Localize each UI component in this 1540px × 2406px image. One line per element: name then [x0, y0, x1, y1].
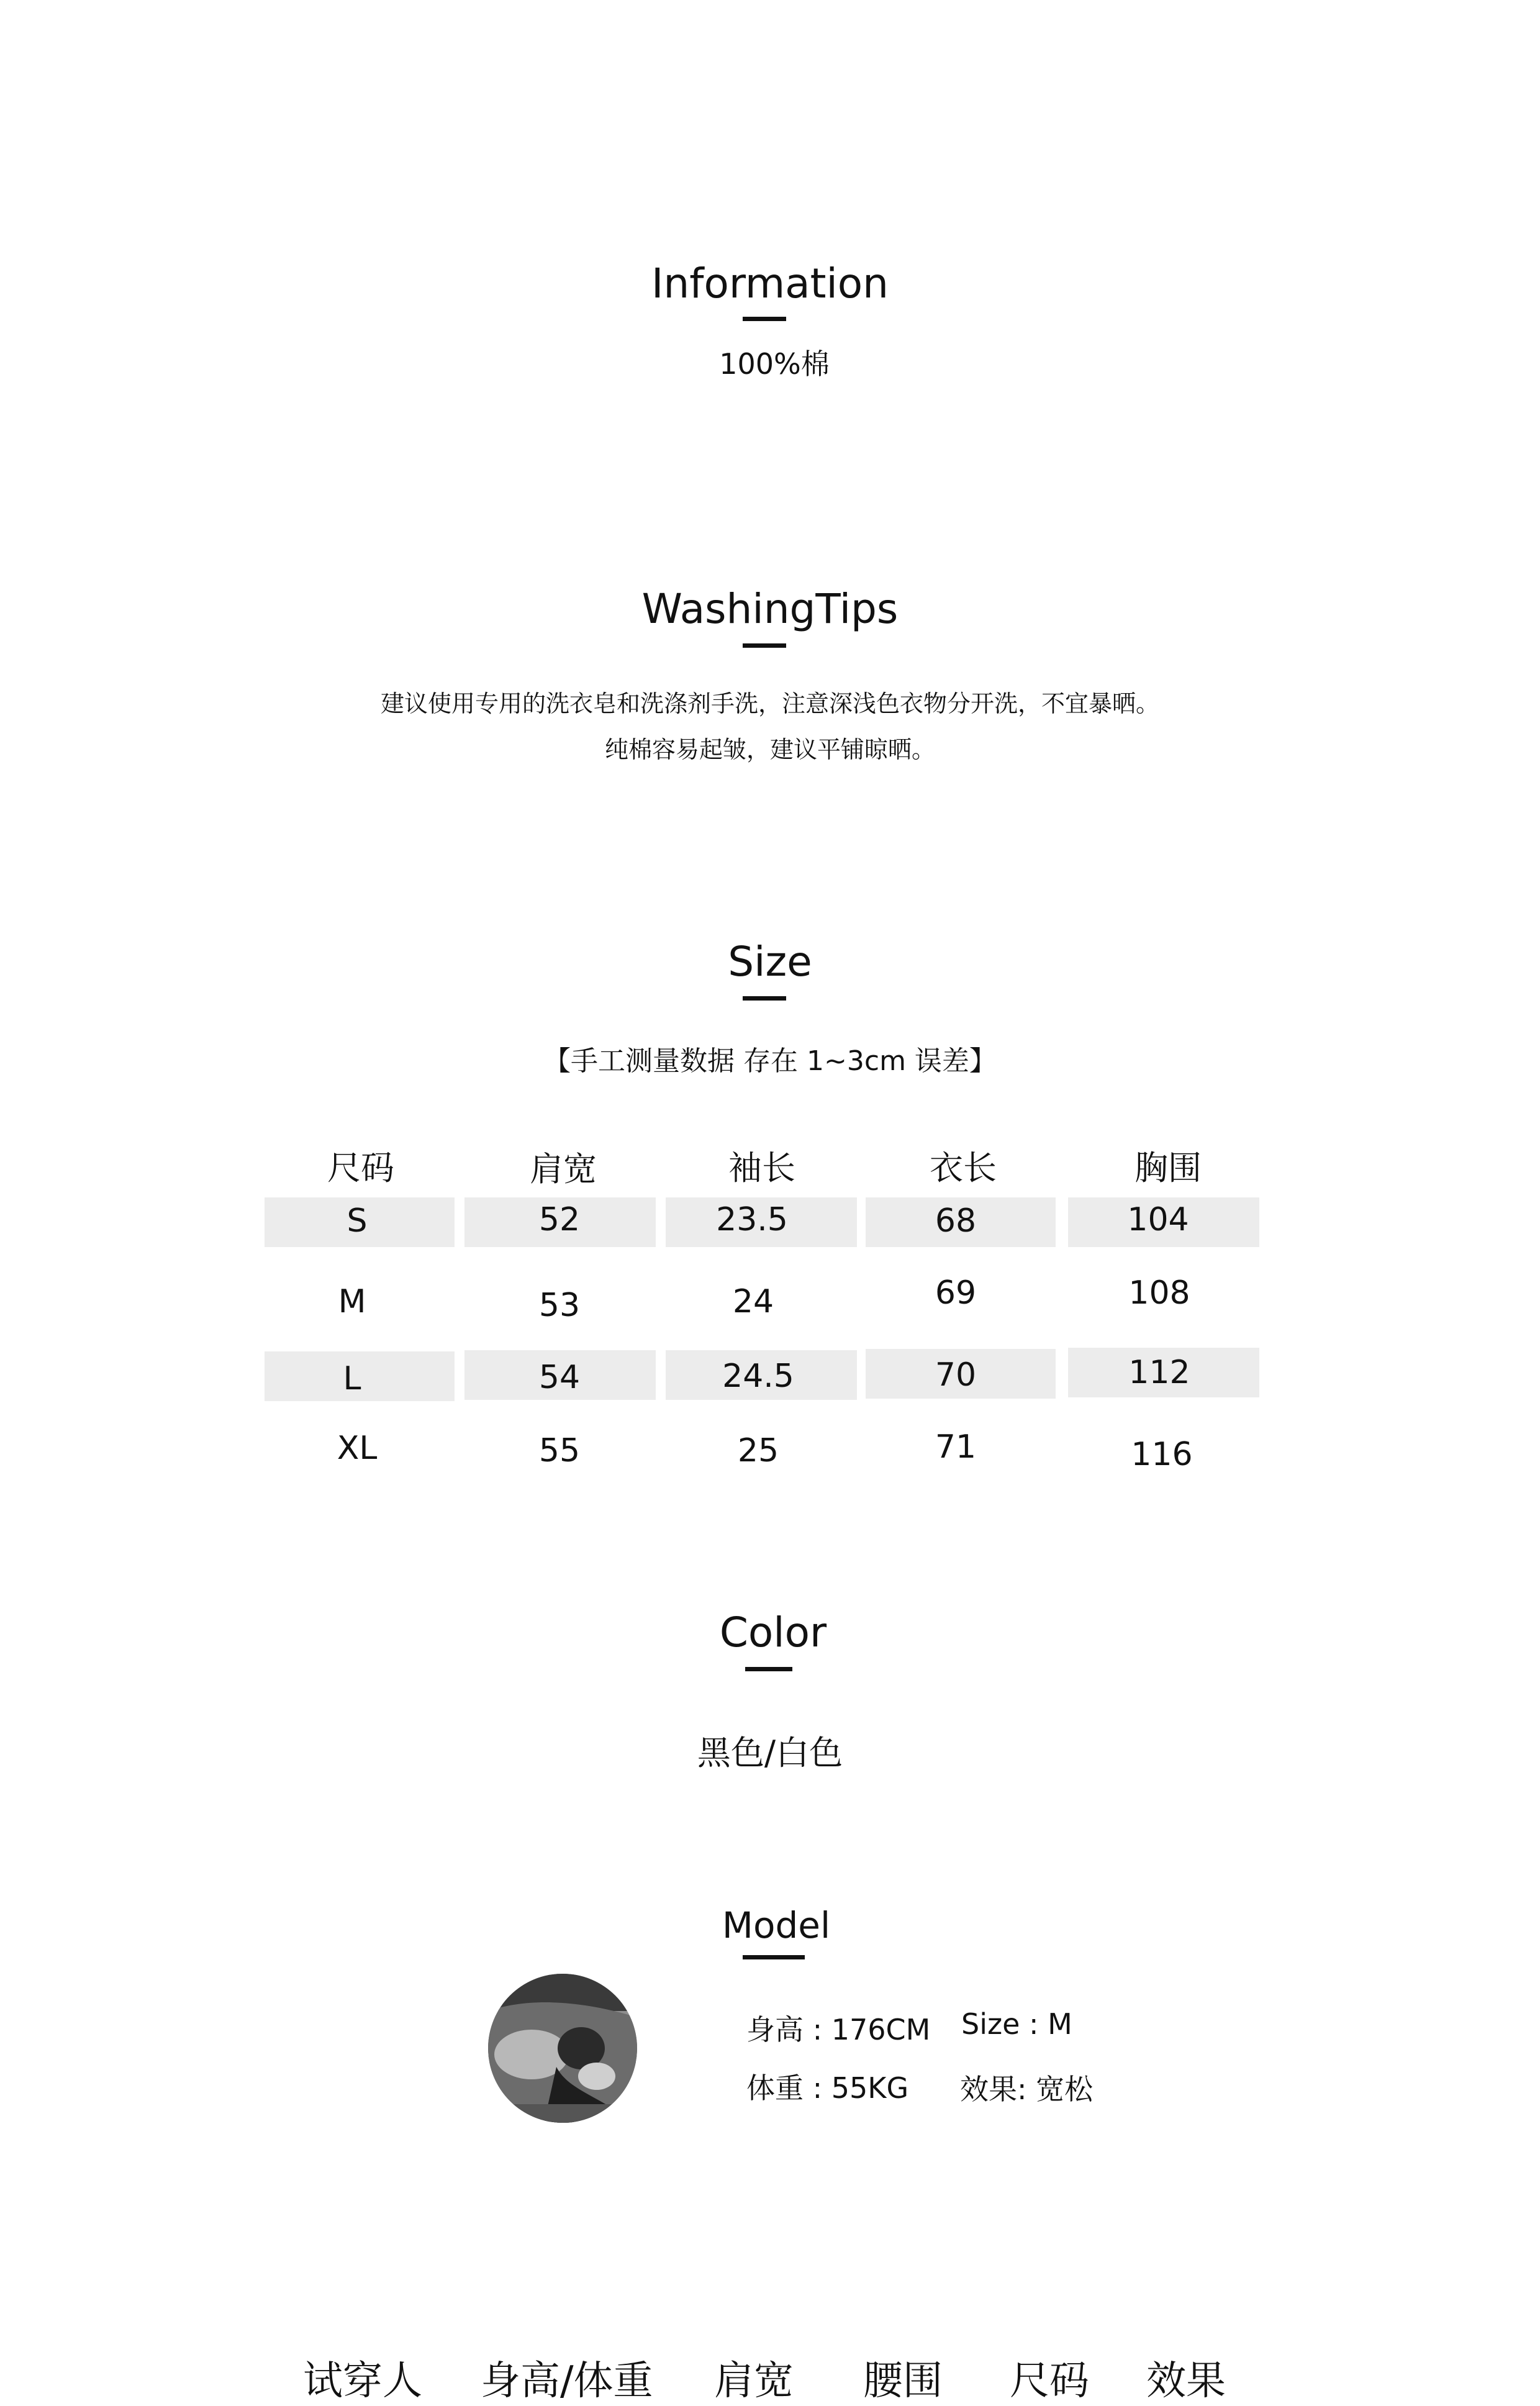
table-cell: 25 — [737, 1432, 779, 1469]
cut-off-label: 身高/体重 — [481, 2358, 653, 2404]
model-weight: 体重 : 55KG — [746, 2071, 909, 2105]
table-cell: 108 — [1128, 1274, 1190, 1312]
table-cell: 55 — [538, 1432, 581, 1469]
model-height: 身高 : 176CM — [746, 2013, 931, 2046]
cut-off-label: 效果 — [1146, 2358, 1226, 2404]
table-cell: 68 — [935, 1202, 977, 1240]
color-heading: Color — [719, 1609, 827, 1656]
header-size: 尺码 — [327, 1148, 394, 1187]
table-cell: M — [338, 1283, 366, 1320]
model-size: Size : M — [961, 2007, 1072, 2041]
washing-heading: WashingTips — [641, 585, 899, 633]
table-cell: XL — [337, 1430, 378, 1467]
model-rule — [743, 1955, 805, 1959]
size-heading: Size — [728, 938, 812, 986]
table-cell: 116 — [1131, 1436, 1193, 1473]
table-cell: 71 — [935, 1428, 977, 1466]
washing-line-1: 建议使用专用的洗衣皂和洗涤剂手洗，注意深浅色衣物分开洗，不宜暴晒。 — [380, 690, 1159, 717]
cut-off-label: 尺码 — [1010, 2358, 1089, 2404]
table-cell: S — [346, 1202, 368, 1240]
information-heading: Information — [651, 260, 889, 307]
table-cell: 24.5 — [722, 1358, 794, 1395]
table-cell: 70 — [935, 1356, 977, 1394]
model-avatar — [488, 1974, 637, 2123]
table-cell: 24 — [732, 1283, 774, 1320]
table-cell: 104 — [1127, 1201, 1189, 1238]
color-rule — [745, 1667, 792, 1671]
model-photo — [488, 1974, 637, 2123]
table-cell: 23.5 — [716, 1201, 788, 1238]
table-cell: 54 — [538, 1359, 581, 1396]
header-shoulder: 肩宽 — [530, 1150, 597, 1189]
cut-off-label: 肩宽 — [714, 2358, 794, 2404]
information-rule — [743, 317, 786, 321]
table-cell: 52 — [538, 1201, 581, 1238]
table-cell: 112 — [1128, 1354, 1190, 1391]
table-cell: 69 — [935, 1274, 977, 1312]
cut-off-label: 试穿人 — [303, 2358, 422, 2404]
washing-line-2: 纯棉容易起皱，建议平铺晾晒。 — [604, 736, 935, 763]
color-content: 黑色/白色 — [697, 1733, 843, 1773]
table-cell: 53 — [538, 1287, 581, 1324]
header-chest: 胸围 — [1135, 1148, 1202, 1187]
size-rule — [743, 996, 786, 1001]
information-content: 100%棉 — [719, 347, 830, 381]
model-heading: Model — [722, 1904, 831, 1946]
cut-off-label: 腰围 — [863, 2358, 943, 2404]
washing-rule — [743, 643, 786, 648]
header-length: 衣长 — [930, 1148, 997, 1187]
header-sleeve: 袖长 — [728, 1148, 795, 1187]
model-effect: 效果: 宽松 — [960, 2072, 1094, 2106]
table-cell: L — [343, 1360, 361, 1397]
size-note: 【手工测量数据 存在 1~3cm 误差】 — [543, 1045, 997, 1077]
